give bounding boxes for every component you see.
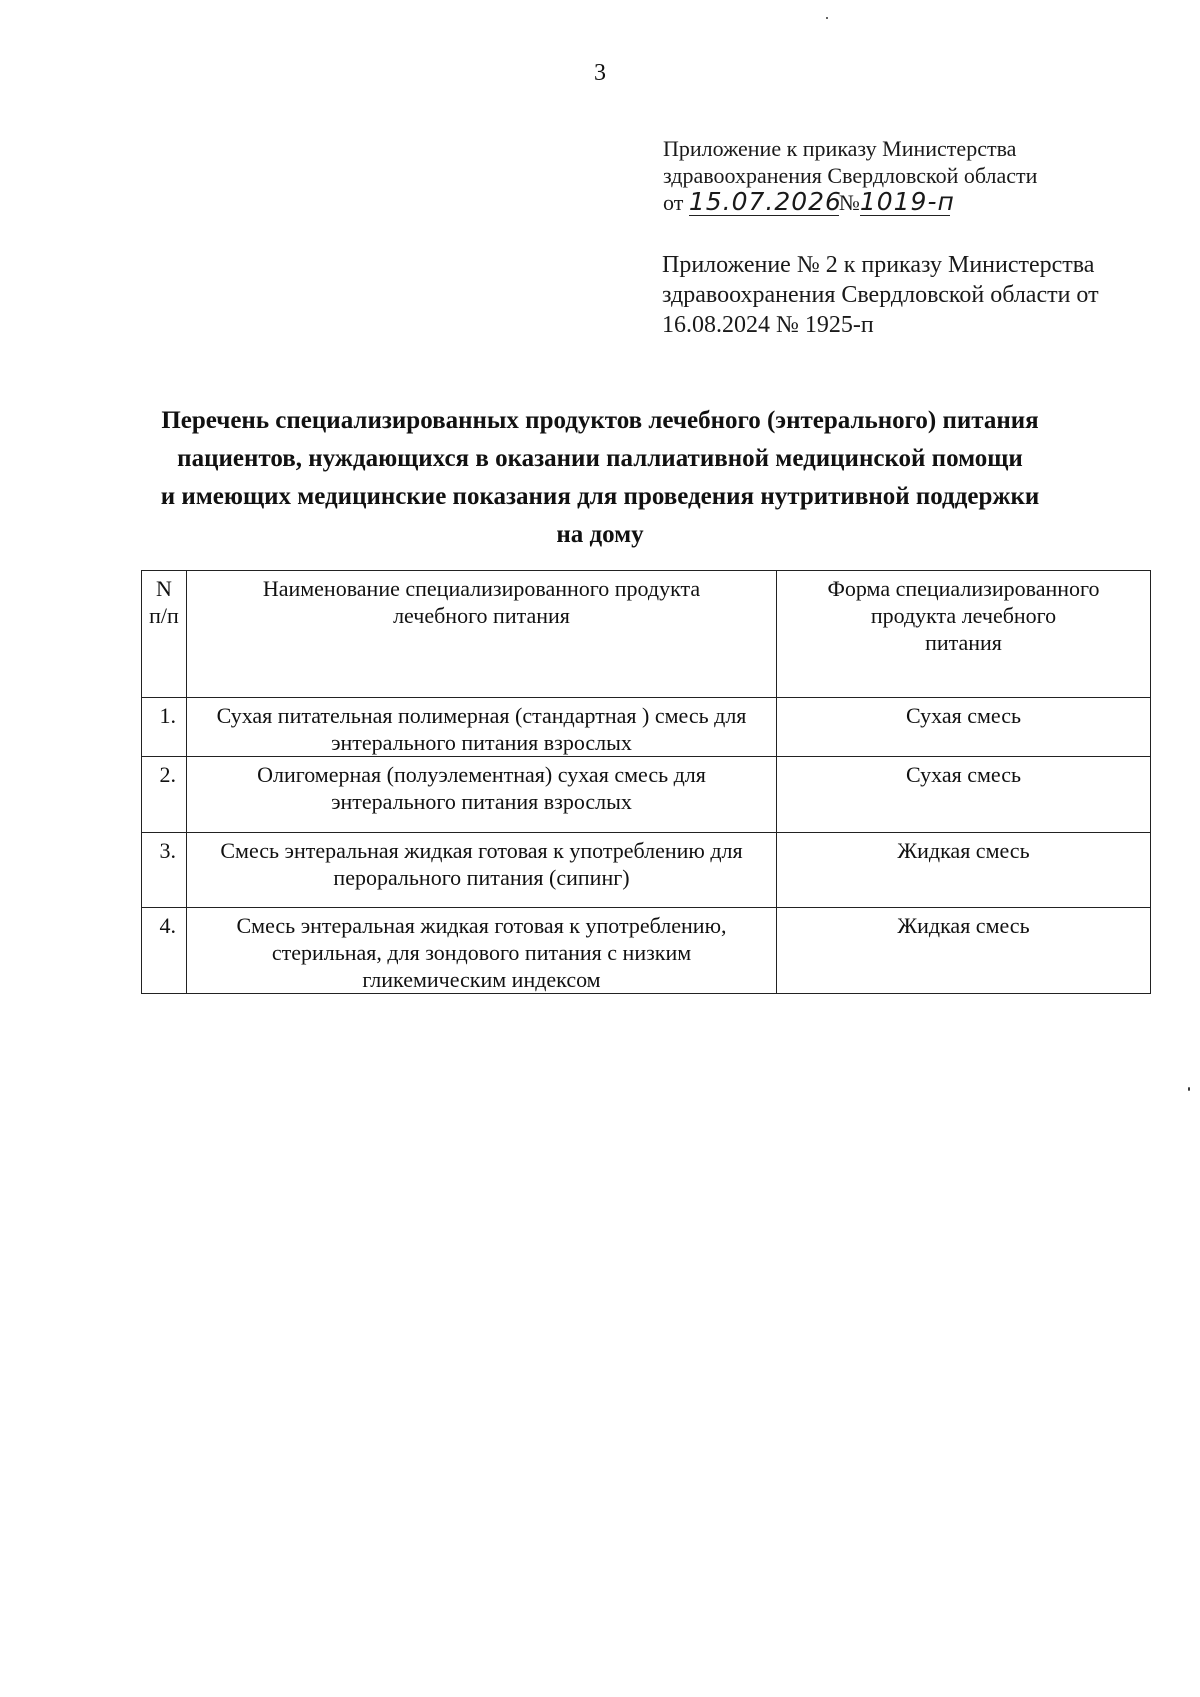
header-num <box>142 571 187 698</box>
product-form: Сухая смесь <box>777 757 1151 833</box>
row-number: 1. <box>142 698 187 757</box>
scan-speck <box>826 17 828 19</box>
product-name-line: энтерального питания взрослых <box>331 789 632 814</box>
title-line4: на дому <box>556 521 644 548</box>
handwritten-number: 1019-п <box>859 187 955 216</box>
attachment-previous-line1: Приложение № 2 к приказу Министерства <box>662 252 1095 278</box>
title-line1: Перечень специализированных продуктов лечебного (энтерального) питания <box>161 407 1039 434</box>
product-name-line: Смесь энтеральная жидкая готовая к употреблению для <box>220 838 743 863</box>
header-form <box>777 571 1151 698</box>
product-name-line: стерильная, для зондового питания с низким <box>271 940 692 965</box>
attachment-current-header <box>663 135 1143 216</box>
attachment-previous-header <box>662 250 1162 340</box>
attachment-current-line2: здравоохранения Свердловской области <box>663 163 1038 188</box>
header-num-line1: N <box>156 576 172 601</box>
product-name-line: Смесь энтеральная жидкая готовая к употреблению, <box>236 913 727 938</box>
title-line2: пациентов, нуждающихся в оказании паллиативной медицинской помощи <box>177 445 1023 472</box>
product-name <box>187 908 777 994</box>
products-table <box>141 570 1151 994</box>
attachment-current-date-line <box>663 189 1143 216</box>
row-number: 4. <box>142 908 187 994</box>
table-row <box>142 833 1151 908</box>
product-name <box>187 757 777 833</box>
date-underline <box>688 187 842 216</box>
product-name-line: энтерального питания взрослых <box>331 730 632 755</box>
header-form-line2: продукта лечебного <box>870 603 1057 628</box>
header-name <box>187 571 777 698</box>
title-line3: и имеющих медицинские показания для проведения нутритивной поддержки <box>160 483 1040 510</box>
header-form-line3: питания <box>925 630 1002 655</box>
header-num-line2: п/п <box>149 603 179 628</box>
row-number: 3. <box>142 833 187 908</box>
table-header-row <box>142 571 1151 698</box>
product-form: Жидкая смесь <box>777 908 1151 994</box>
table-row <box>142 908 1151 994</box>
number-prefix: № <box>838 190 860 215</box>
document-title <box>100 402 1100 554</box>
attachment-current-line1: Приложение к приказу Министерства <box>663 136 1017 161</box>
table-row <box>142 757 1151 833</box>
product-form: Сухая смесь <box>777 698 1151 757</box>
header-name-line2: лечебного питания <box>393 603 570 628</box>
number-underline <box>859 187 955 216</box>
attachment-previous-line3: 16.08.2024 № 1925-п <box>662 312 874 338</box>
table-row <box>142 698 1151 757</box>
attachment-previous-line2: здравоохранения Свердловской области от <box>662 282 1099 308</box>
product-form: Жидкая смесь <box>777 833 1151 908</box>
handwritten-date: 15.07.2026 <box>688 187 842 216</box>
header-name-line1: Наименование специализированного продукта <box>262 576 701 601</box>
page-number: 3 <box>594 60 606 86</box>
date-prefix: от <box>663 190 684 215</box>
product-name-line: перорального питания (сипинг) <box>333 865 630 890</box>
product-name-line: Олигомерная (полуэлементная) сухая смесь для <box>257 762 706 787</box>
product-name-line: Сухая питательная полимерная (стандартная ) смесь для <box>216 703 747 728</box>
product-name <box>187 833 777 908</box>
product-name <box>187 698 777 757</box>
row-number: 2. <box>142 757 187 833</box>
product-name-line: гликемическим индексом <box>362 967 601 992</box>
header-form-line1: Форма специализированного <box>827 576 1100 601</box>
scan-speck <box>1188 1087 1190 1091</box>
